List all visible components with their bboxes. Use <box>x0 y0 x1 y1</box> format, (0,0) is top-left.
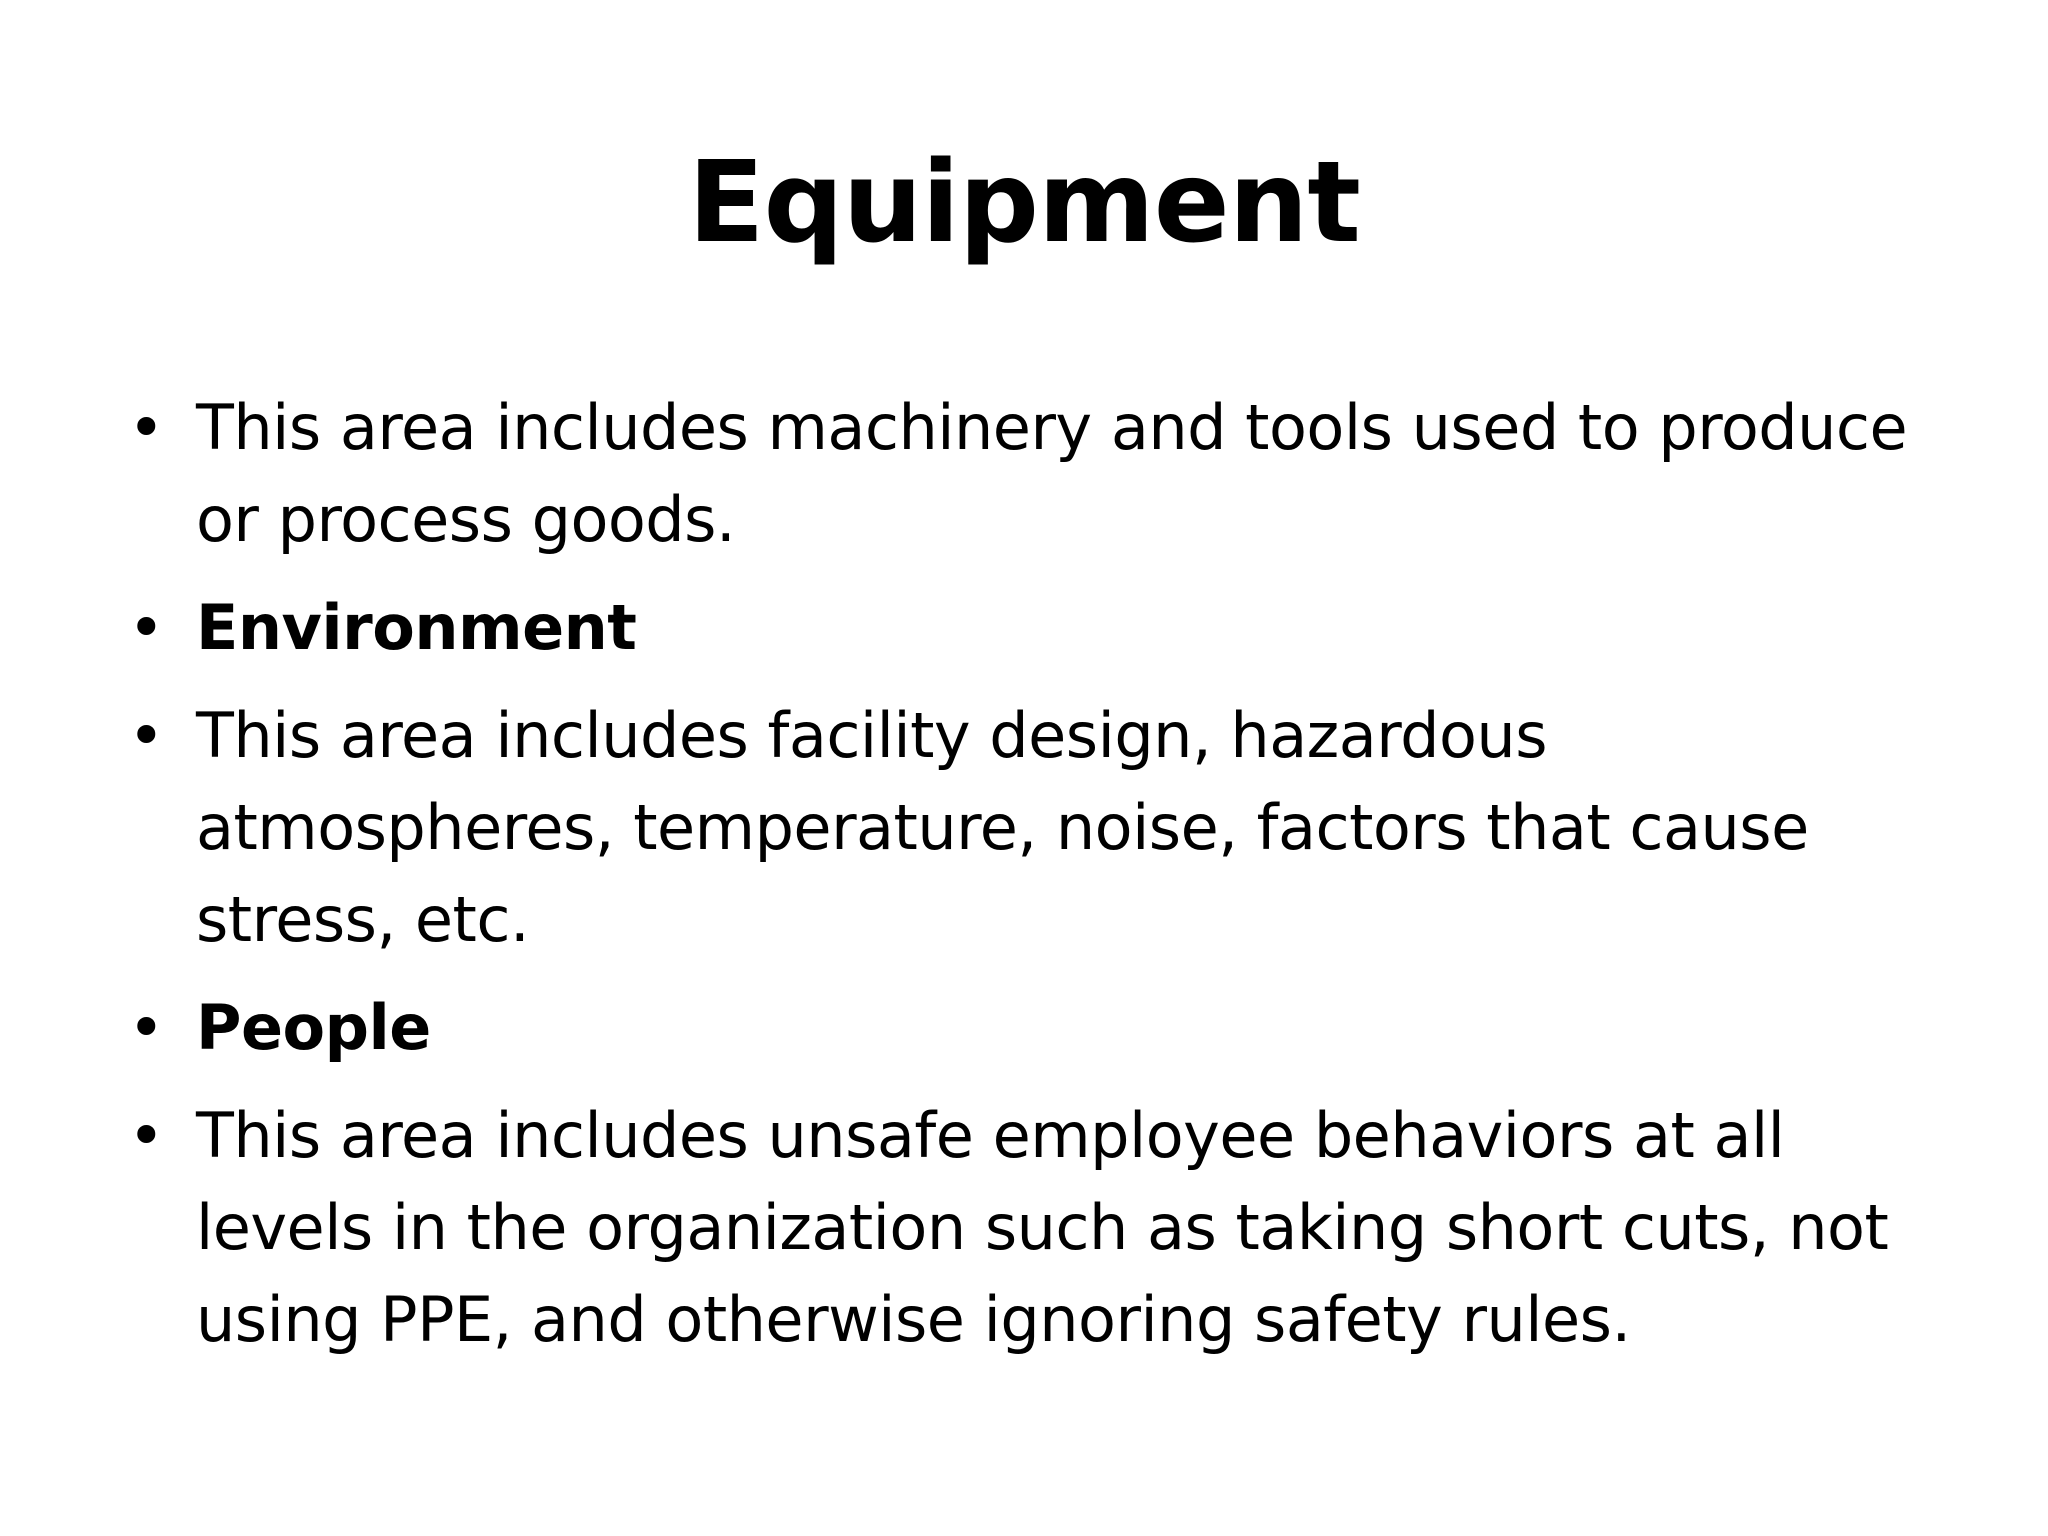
bullet-item-facility <box>120 690 1940 966</box>
slide-title: Equipment <box>688 138 1360 268</box>
bullet-icon: • <box>128 991 165 1064</box>
bullet-text: Environment <box>196 591 637 664</box>
bullet-text: This area includes facility design, hazardous atmospheres, temperature, noise, factors that cause stress, etc. <box>196 699 1809 956</box>
bullet-item-environment <box>120 582 1940 674</box>
bullet-text: People <box>196 991 431 1064</box>
bullet-icon: • <box>128 1099 165 1172</box>
bullet-icon: • <box>128 391 165 464</box>
bullet-text: This area includes unsafe employee behaviors at all levels in the organization such as taking short cuts, not using PPE, and otherwise ignoring safety rules. <box>196 1099 1889 1356</box>
bullet-item-machinery <box>120 382 1940 566</box>
bullet-icon: • <box>128 591 165 664</box>
bullet-text: This area includes machinery and tools used to produce or process goods. <box>196 391 1908 556</box>
bullet-item-behaviors <box>120 1090 1940 1366</box>
bullet-icon: • <box>128 699 165 772</box>
bullet-list <box>120 382 1940 1382</box>
bullet-item-people <box>120 982 1940 1074</box>
